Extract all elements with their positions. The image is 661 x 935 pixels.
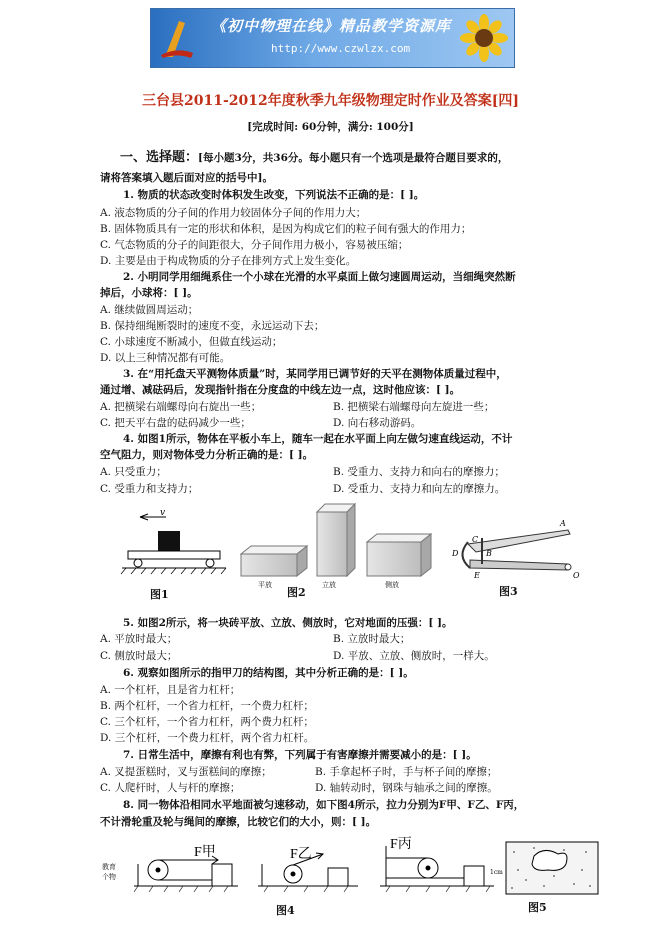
q7-option-b: B. 手拿起杯子时，手与杯子间的摩擦； [315,766,498,778]
time-and-score: [完成时间: 60分钟，满分: 100分] [247,121,414,133]
question-5: 5. 如图2所示，将一块砖平放、立放、侧放时，它对地面的压强：[ ]。 [123,617,453,629]
q6-option-c: C. 三个杠杆，一个省力杠杆，两个费力杠杆； [100,716,314,728]
question-8: 8. 同一物体沿相同水平地面被匀速移动，如下图4所示，拉力分别为F甲、F乙、F丙， [123,799,525,811]
q7-option-d: D. 轴转动时，钢珠与轴承之间的摩擦。 [315,782,498,794]
question-3-cont: 通过增、减砝码后，发现指针指在分度盘的中线左边一点，这时他应该：[ ]。 [100,384,461,396]
point-d-label: D [452,549,459,558]
section-heading: 一、选择题： [120,150,199,165]
q5-option-d: D. 平放、立放、侧放时，一样大。 [333,650,495,662]
q3-option-c: C. 把天平右盘的砝码减少一些； [100,417,251,429]
scale-note: 1cm [490,869,503,876]
point-a-label: A [560,519,566,528]
q2-option-a: A. 继续做圆周运动； [100,304,199,316]
q6-option-a: A. 一个杠杆，且是省力杠杆； [100,684,241,696]
q4-option-d: D. 受重力、支持力和向左的摩擦力。 [333,483,506,495]
brick-flat-label: 平放 [258,581,272,589]
figure-3-caption: 图3 [499,585,518,598]
question-8-cont: 不计滑轮重及轮与绳间的摩擦，比较它们的大小，则：[ ]。 [100,816,377,828]
q5-option-c: C. 侧放时最大； [100,650,178,662]
q1-option-c: C. 气态物质的分子的间距很大，分子间作用力极小，容易被压缩； [100,239,409,251]
figure-5-container [504,840,600,896]
q3-option-d: D. 向右移动游码。 [333,417,422,429]
site-logo [157,17,197,59]
q3-option-b: B. 把横梁右端螺母向左旋进一些； [333,401,495,413]
figure-1-caption: 图1 [150,588,169,601]
header-banner [150,8,515,68]
figure-2-caption: 图2 [287,586,306,599]
sunflower-image [458,13,510,63]
q5-option-a: A. 平放时最大； [100,633,178,645]
force-yi-label: F乙 [290,847,312,862]
section-heading-line [120,146,508,165]
question-3: 3. 在“用托盘天平测物体质量”时，某同学用已调节好的天平在测物体质量过程中， [123,368,507,380]
force-bing-label: F丙 [390,837,412,852]
q6-option-d: D. 三个杠杆，一个费力杠杆，两个省力杠杆。 [100,732,315,744]
point-b-label: B [486,549,492,558]
question-7: 7. 日常生活中，摩擦有利也有弊，下列属于有害摩擦并需要减小的是：[ ]。 [123,749,477,761]
figure-5-caption: 图5 [528,901,547,914]
section-instructions-2: 请将答案填入题后面对应的括号中]。 [100,172,273,184]
q2-option-c: C. 小球速度不断减小，但做直线运动； [100,336,283,348]
q3-option-a: A. 把横梁右端螺母向右旋出一些； [100,401,262,413]
figure-4-caption: 图4 [276,904,295,917]
force-jia-label: F甲 [194,845,216,860]
q2-option-d: D. 以上三种情况都有可能。 [100,352,231,364]
question-1: 1. 物质的状态改变时体积发生改变，下列说法不正确的是：[ ]。 [123,189,425,201]
q5-option-b: B. 立放时最大； [333,633,411,645]
velocity-label: v [160,508,166,518]
point-c-label: C [472,535,479,544]
q1-option-d: D. 主要是由于构成物质的分子在排列方式上发生变化。 [100,255,357,267]
q7-option-c: C. 人爬杆时，人与杆的摩擦； [100,782,241,794]
point-e-label: E [474,571,480,580]
point-o-label: O [573,571,580,580]
q1-option-a: A. 液态物质的分子间的作用力较固体分子间的作用力大； [100,207,367,219]
banner-title: 《初中物理在线》精品教学资源库 [211,17,452,35]
question-4-cont: 空气阻力，则对物体受力分析正确的是：[ ]。 [100,449,314,461]
brick-side-label: 侧放 [385,581,399,589]
figure-3-nail-clipper [448,512,578,580]
q2-option-b: B. 保持细绳断裂时的速度不变，永远运动下去； [100,320,325,332]
figure-4-pulleys [128,834,508,894]
question-4: 4. 如图1所示，物体在平板小车上，随车一起在水平面上向左做匀速直线运动，不计 [123,433,513,445]
q4-option-b: B. 受重力、支持力和向右的摩擦力； [333,466,505,478]
banner-url[interactable]: http://www.czwlzx.com [271,42,411,55]
side-note: 教育个物 [102,863,116,881]
question-2-cont: 掉后，小球将：[ ]。 [100,287,198,299]
section-instructions: [每小题3分，共36分。每小题只有一个选项是最符合题目要求的， [198,152,509,164]
question-2: 2. 小明同学用细绳系住一个小球在光滑的水平桌面上做匀速圆周运动，当细绳突然断 [123,271,516,283]
q4-option-c: C. 受重力和支持力； [100,483,199,495]
document-title: 三台县2011-2012年度秋季九年级物理定时作业及答案[四] [142,93,519,109]
figure-1-cart [118,507,228,579]
brick-stand-label: 立放 [322,581,336,589]
question-6: 6. 观察如图所示的指甲刀的结构图，其中分析正确的是：[ ]。 [123,667,414,679]
q6-option-b: B. 两个杠杆，一个省力杠杆，一个费力杠杆； [100,700,314,712]
figure-2-bricks [235,498,435,582]
q4-option-a: A. 只受重力； [100,466,167,478]
q1-option-b: B. 固体物质具有一定的形状和体积，是因为构成它们的粒子间有强大的作用力； [100,223,472,235]
q7-option-a: A. 叉提蛋糕时，叉与蛋糕间的摩擦； [100,766,272,778]
